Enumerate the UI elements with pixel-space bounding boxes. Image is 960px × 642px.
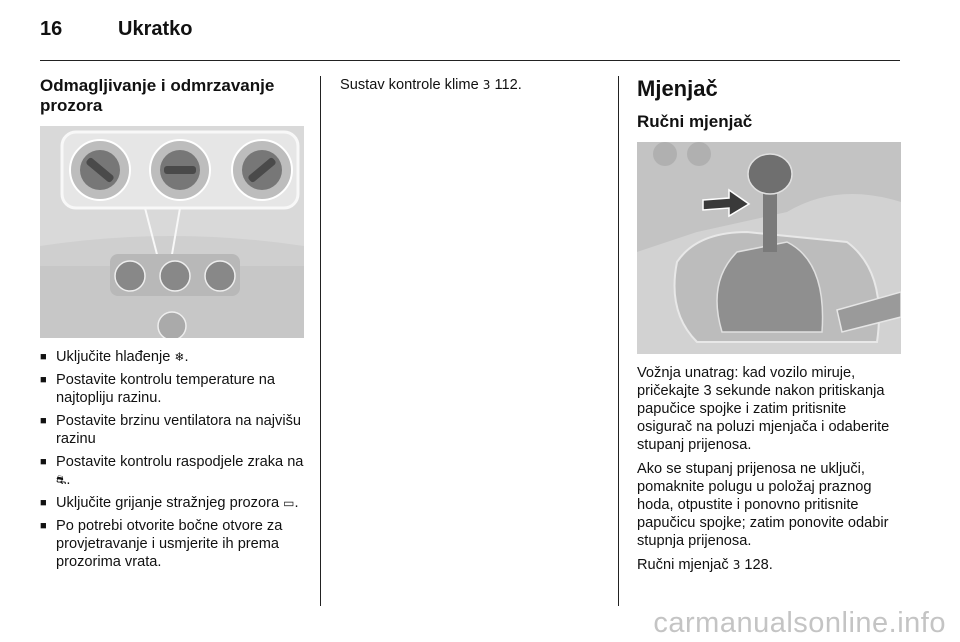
middle-column <box>340 76 602 94</box>
list-item: ■ Uključite grijanje stražnjeg prozora ▭. <box>40 495 299 511</box>
list-item: ■ Po potrebi otvorite bočne otvore za provjetravanje i usmjerite ih prema prozorima vrata. <box>40 518 283 570</box>
temperature-knob-large <box>70 140 130 200</box>
ac-icon: ❄ <box>174 350 185 364</box>
left-column <box>40 76 304 576</box>
list-item: ■ Uključite hlađenje ❄. <box>40 349 189 365</box>
page-reference-icon: 3 <box>732 558 741 572</box>
list-item: ■ Postavite brzinu ventilatora na najvišu razinu <box>40 413 301 447</box>
column-divider-left <box>320 76 321 606</box>
header-rule <box>40 60 900 61</box>
section-title: Mjenjač <box>637 76 718 101</box>
fan-knob-large <box>150 140 210 200</box>
page-title: Ukratko <box>118 18 193 40</box>
climate-control-illustration <box>40 126 304 338</box>
page-reference-icon: 3 <box>482 78 491 92</box>
cross-reference: Ručni mjenjač 3 128. <box>637 557 773 573</box>
list-item: ■ Postavite kontrolu raspodjele zraka na ⛐. <box>40 454 304 488</box>
section-heading: Odmagljivanje i odmrzavanje prozora <box>40 76 275 115</box>
windscreen-airflow-icon: ⛐ <box>56 473 67 487</box>
reverse-instruction: Vožnja unatrag: kad vozilo miruje, pričekajte 3 sekunde nakon pritiskanja papučice spojke i zatim pritisnite osigurač na poluzi mjenjača i odaberite stupanj prijenosa. <box>637 365 890 453</box>
instruction-list <box>40 348 304 571</box>
list-item: ■ Postavite kontrolu temperature na najtopliju razinu. <box>40 372 276 406</box>
cross-reference: Sustav kontrole klime 3 112. <box>340 77 522 93</box>
column-divider-right <box>618 76 619 606</box>
page-number: 16 <box>40 18 63 40</box>
gear-retry-instruction: Ako se stupanj prijenosa ne uključi, pomaknite polugu u položaj praznog hoda, otpustite i ponovno pritisnite papučicu spojke; zatim ponovite odabir stupnja prijenosa. <box>637 461 889 549</box>
subsection-title: Ručni mjenjač <box>637 112 753 131</box>
air-distribution-knob-large <box>232 140 292 200</box>
right-column <box>637 76 901 574</box>
gear-lever-illustration <box>637 142 901 354</box>
rear-window-heating-icon: ▭ <box>283 496 295 510</box>
watermark: carmanualsonline.info <box>653 607 946 639</box>
